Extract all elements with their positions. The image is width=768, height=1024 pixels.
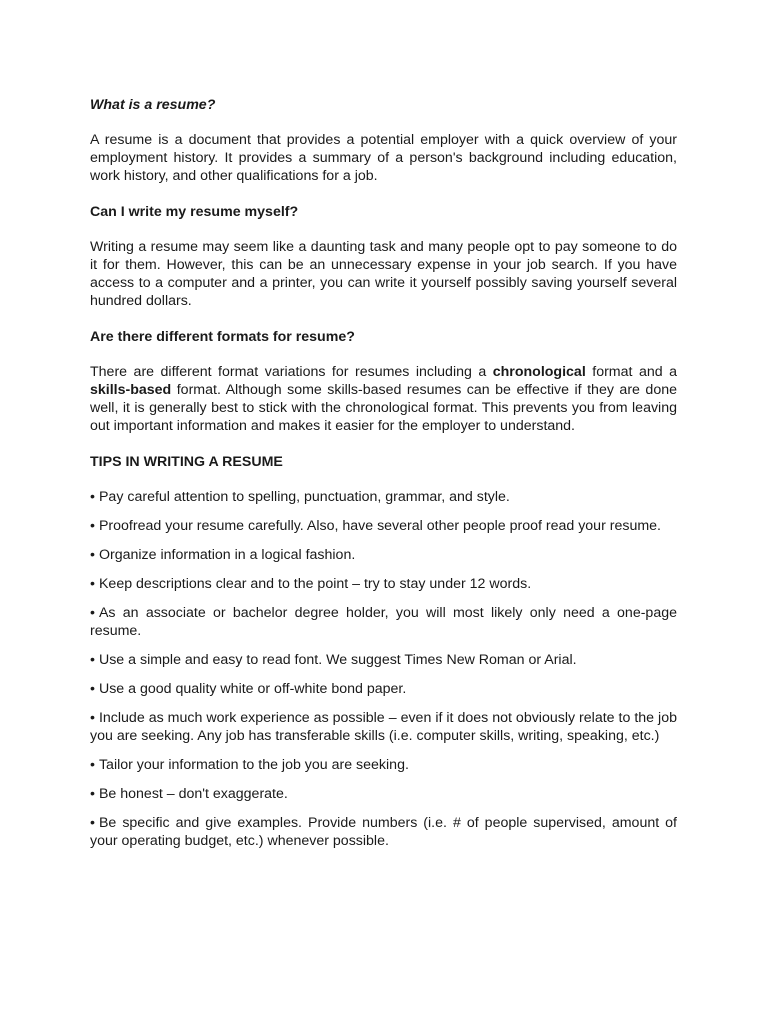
bullet-glyph: • [90,547,95,563]
section-heading-formats: Are there different formats for resume? [90,329,355,345]
tips-heading: TIPS IN WRITING A RESUME [90,454,283,470]
bullet-glyph: • [90,710,95,726]
bullet-glyph: • [90,518,95,534]
tip-text: Use a simple and easy to read font. We suggest Times New Roman or Arial. [98,652,577,668]
tip-text: Tailor your information to the job you are seeking. [98,757,409,773]
tip-item [90,575,677,593]
document-page [90,96,677,861]
formats-text-3: format. Although some skills-based resumes can be effective if they are done well, it is generally best to stick with the chronological format. This prevents you from leaving out important information and makes it easier for the employer to understand. [90,382,677,434]
bullet-glyph: • [90,652,95,668]
tip-item [90,517,677,535]
section-paragraph-write-myself: Writing a resume may seem like a daunting task and many people opt to pay someone to do it for them. However, this can be an unnecessary expense in your job search. If you have access to a computer and a printer, you can write it yourself possibly saving yourself several hundred dollars. [90,239,677,309]
tip-text: Be specific and give examples. Provide numbers (i.e. # of people supervised, amount of your operating budget, etc.) whenever possible. [90,815,677,849]
bullet-glyph: • [90,757,95,773]
tip-item [90,488,677,506]
tip-text: Use a good quality white or off-white bond paper. [98,681,407,697]
tip-text: Keep descriptions clear and to the point – try to stay under 12 words. [98,576,532,592]
tips-list [90,488,677,850]
formats-text-2: format and a [585,364,677,380]
tip-item [90,604,677,640]
section-heading-write-myself: Can I write my resume myself? [90,204,299,220]
bullet-glyph: • [90,786,95,802]
bullet-glyph: • [90,576,95,592]
tip-text: Be honest – don't exaggerate. [98,786,288,802]
bullet-glyph: • [90,815,95,831]
tip-item [90,756,677,774]
tip-item [90,546,677,564]
tip-text: Include as much work experience as possible – even if it does not obviously relate to the job you are seeking. Any job has transferable skills (i.e. computer skills, writing, speaking, etc.) [90,710,677,744]
bullet-glyph: • [90,489,95,505]
bullet-glyph: • [90,681,95,697]
tip-text: Proofread your resume carefully. Also, have several other people proof read your resume. [98,518,661,534]
formats-text-1: There are different format variations for resumes including a [90,364,493,380]
tip-item [90,709,677,745]
section-heading-what-is-resume: What is a resume? [90,97,216,113]
tip-item [90,785,677,803]
tip-item [90,814,677,850]
section-paragraph-formats [90,363,677,435]
keyword-chronological: chronological [492,364,586,380]
tip-text: As an associate or bachelor degree holder, you will most likely only need a one-page resume. [90,605,677,639]
keyword-skills-based: skills-based [90,382,172,398]
tip-item [90,680,677,698]
tip-text: Pay careful attention to spelling, punctuation, grammar, and style. [98,489,510,505]
bullet-glyph: • [90,605,95,621]
tip-item [90,651,677,669]
section-paragraph-what-is-resume: A resume is a document that provides a potential employer with a quick overview of your employment history. It provides a summary of a person's background including education, work history, and other qualifications for a job. [90,132,677,184]
tip-text: Organize information in a logical fashion. [98,547,356,563]
